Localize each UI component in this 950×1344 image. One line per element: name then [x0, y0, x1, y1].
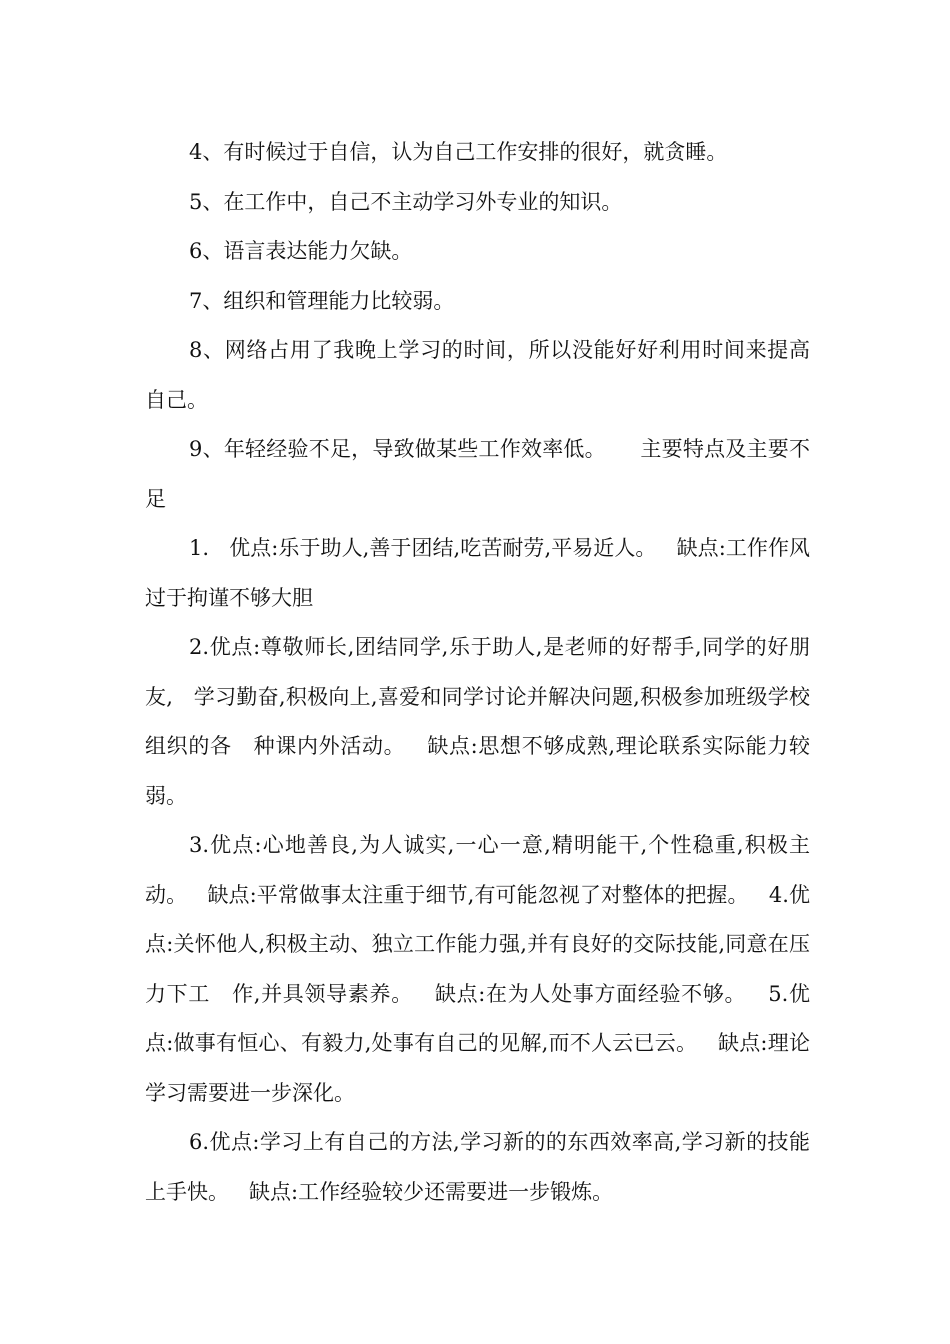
paragraph-5: 5、在工作中，自己不主动学习外专业的知识。 [189, 189, 623, 214]
paragraph-9: 9、年轻经验不足，导致做某些工作效率低。 主要特点及主要不足 [145, 437, 810, 511]
trait-item-1: 1. 优点:乐于助人,善于团结,吃苦耐劳,平易近人。 缺点:工作作风过于拘谨不够大胆 [145, 536, 810, 610]
trait-item-2: 2.优点:尊敬师长,团结同学,乐于助人,是老师的好帮手,同学的好朋友, 学习勤奋,积极向上,喜爱和同学讨论并解决问题,积极参加班级学校组织的各 种课内外活动。 缺点:思想不够成熟,理论联系实际能力较弱。 [145, 635, 810, 808]
paragraph-4: 4、有时候过于自信，认为自己工作安排的很好，就贪睡。 [189, 140, 728, 164]
trait-item-3-5: 3.优点:心地善良,为人诚实,一心一意,精明能干,个性稳重,积极主动。 缺点:平常做事太注重于细节,有可能忽视了对整体的把握。 4.优点:关怀他人,积极主动、独立工作能力强,并有良好的交际技能,同意在压力下工 作,并具领导素养。 缺点:在为人处事方面经验不够。 5.优点:做事有恒心、有毅力,处事有自己的见解,而不人云已云。 缺点:理论学习需要进一步深化。 [145, 833, 810, 1105]
paragraph-6: 6、语言表达能力欠缺。 [189, 239, 413, 263]
paragraph-7: 7、组织和管理能力比较弱。 [189, 288, 455, 313]
trait-item-6: 6.优点:学习上有自己的方法,学习新的的东西效率高,学习新的技能上手快。 缺点:工作经验较少还需要进一步锻炼。 [145, 1130, 810, 1204]
document-body [145, 128, 810, 1217]
paragraph-8: 8、网络占用了我晚上学习的时间，所以没能好好利用时间来提高自己。 [145, 338, 810, 412]
